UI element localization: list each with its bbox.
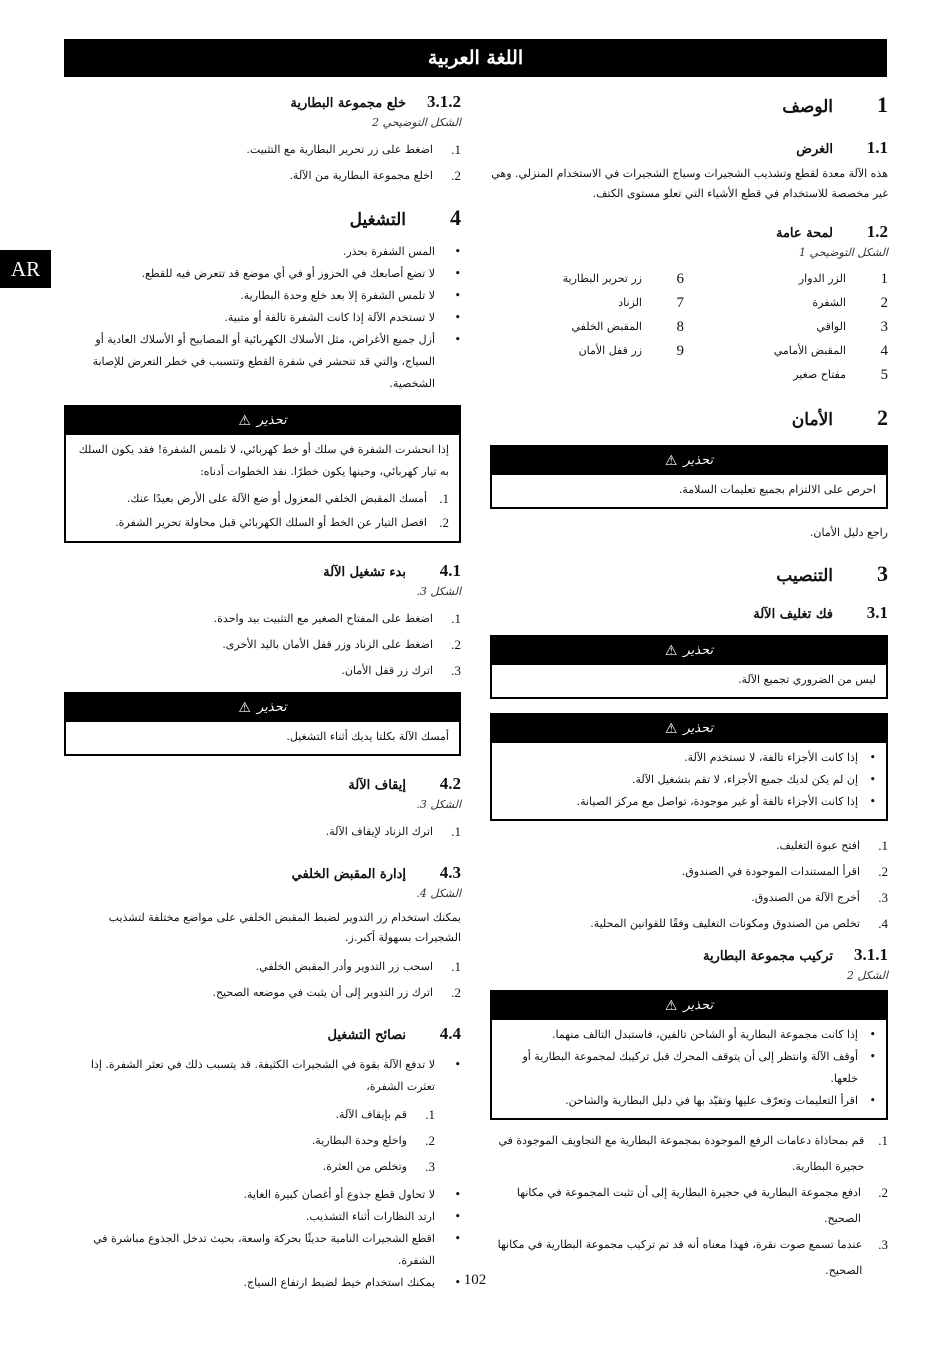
section-number: 4.4 — [439, 1024, 461, 1043]
warning-item: • أوقف الآلة وانتظر إلى أن يتوقف المحرك قبل تركيبك لمجموعة البطارية أو خلعها. — [522, 1050, 876, 1085]
section-title: التنصيب — [776, 566, 833, 586]
step-item: 3. عندما تسمع صوت نقرة، فهذا معناه أنه قد تم تركيب مجموعة البطارية في مكانها الصحيح. — [497, 1237, 888, 1277]
warning-item: • إذا كانت الأجزاء تالفة، لا تستخدم الآلة. — [684, 751, 876, 764]
section-1-1-heading — [490, 138, 888, 158]
section-1-2-heading — [490, 222, 888, 242]
step-item: 3. أخرج الآلة من الصندوق. — [751, 890, 888, 905]
part-item: 7 الزناد — [618, 295, 684, 311]
part-item: 3 الواقي — [816, 319, 888, 335]
language-tab: AR — [0, 250, 51, 288]
section-number: 4.2 — [439, 774, 461, 793]
section-title: فك تغليف الآلة — [753, 607, 833, 622]
warning-text: أمسك الآلة بكلتا يديك أثناء التشغيل. — [286, 730, 449, 743]
warning-title: تحذير — [683, 453, 714, 468]
warning-list — [492, 1020, 886, 1118]
section-number: 1.2 — [866, 222, 888, 241]
warning-title: تحذير — [683, 643, 714, 658]
parts-list — [490, 267, 888, 387]
warning-item: • إذا كانت الأجزاء تالفة أو غير موجودة، تواصل مع مركز الصيانة. — [576, 795, 876, 808]
step-item: 1. افتح عبوة التغليف. — [776, 838, 888, 853]
section-3-1-1-heading — [490, 945, 888, 965]
warning-triangle-icon: ⚠ — [238, 413, 251, 429]
operation-bullets — [64, 241, 461, 395]
bullet-item: • اقطع الشجيرات النامية حديثًا بحركة واسعة، بحيث تدخل الجذوع مباشرة في الشفرة. — [93, 1232, 461, 1267]
part-item: 4 المقبض الأمامي — [773, 343, 888, 359]
section-title: الأمان — [791, 410, 833, 430]
warning-triangle-icon: ⚠ — [664, 643, 678, 659]
warning-header — [492, 637, 886, 665]
step-item: 3. وتخلص من العثرة. — [322, 1159, 435, 1174]
figure-reference: الشكل 3. — [416, 585, 461, 598]
warning-title: تحذير — [683, 721, 714, 736]
tips-list — [64, 1054, 461, 1098]
section-title: لمحة عامة — [775, 226, 833, 241]
section-title: التشغيل — [349, 210, 406, 230]
section-title: خلع مجموعة البطارية — [290, 96, 406, 111]
bullet-item: • أزل جميع الأغراض، مثل الأسلاك الكهربائية أو المصابيح أو الأسلاك العادية أو السياج، والتي قد تنحشر في شفرة القطع وتتسبب في خطر التعرض للإصابة الشخصية. — [92, 333, 461, 390]
section-4-1-heading — [64, 561, 461, 581]
right-column — [490, 92, 888, 1288]
bullet-item: • لا تحاول قطع جذوع أو أغصان كبيرة الغاية. — [243, 1188, 461, 1201]
bullet-item: • المس الشفرة بحذر. — [342, 245, 461, 258]
step-item: 1. قم بمحاذاة دعامات الرفع الموجودة بمجموعة البطارية مع التجاويف الموجودة في حجيرة البطارية. — [498, 1133, 888, 1173]
step-item: 1. قم بإيقاف الآلة. — [335, 1107, 435, 1122]
step-item: 2. واخلع وحدة البطارية. — [311, 1133, 435, 1148]
step-item: 1. اضغط على زر تحرير البطارية مع التثبيت. — [246, 142, 461, 157]
page-number: 102 — [463, 1272, 487, 1288]
warning-text: احرص على الالتزام بجميع تعليمات السلامة. — [678, 483, 876, 496]
step-item: 2. افصل التيار عن الخط أو السلك الكهربائي قبل محاولة تحرير الشفرة. — [115, 515, 449, 530]
part-item: 1 الزر الدوار — [798, 271, 888, 287]
warning-text: إذا انحشرت الشفرة في سلك أو خط كهربائي، لا تلمس الشفرة! فقد يكون السلك به تيار كهربائي، وحينها يكون خطرًا. نفذ الخطوات أدناه: — [78, 443, 449, 478]
step-item: 1. اسحب زر التدوير وأدر المقبض الخلفي. — [255, 959, 461, 974]
safety-reference: راجع دليل الأمان. — [809, 526, 888, 539]
bullet-item: • يمكنك استخدام خيط لضبط ارتفاع السياج. — [243, 1276, 461, 1289]
section-4-2-heading — [64, 774, 461, 794]
warning-item: • إذا كانت مجموعة البطارية أو الشاحن تالفين، فاستبدل التالف منهما. — [551, 1028, 876, 1041]
step-item: 4. تخلص من الصندوق ومكونات التغليف وفقًا للقوانين المحلية. — [590, 916, 888, 931]
part-item: 2 الشفرة — [812, 295, 888, 311]
section-title: إيقاف الآلة — [348, 778, 406, 793]
figure-reference: الشكل 3. — [416, 798, 461, 811]
section-title: نصائح التشغيل — [327, 1028, 406, 1043]
warning-header — [66, 407, 459, 435]
warning-item: • اقرأ التعليمات وتعرّف عليها وتقيّد بها في دليل البطارية والشاحن. — [565, 1094, 876, 1107]
install-steps — [490, 1128, 888, 1284]
part-item: 6 زر تحرير البطارية — [562, 271, 684, 287]
warning-list — [492, 743, 886, 819]
section-number: 4.1 — [439, 561, 461, 580]
section-number: 2 — [877, 405, 888, 430]
step-item: 3. اترك زر قفل الأمان. — [341, 663, 461, 678]
warning-triangle-icon: ⚠ — [664, 453, 678, 469]
section-3-heading — [490, 561, 888, 587]
bullet-item: • لا تلمس الشفرة إلا بعد خلع وحدة البطارية. — [240, 289, 461, 302]
section-4-3-heading — [64, 863, 461, 883]
section-number: 3 — [877, 561, 888, 586]
section-number: 1.1 — [866, 138, 888, 157]
section-2-heading — [490, 405, 888, 431]
language-header: اللغة العربية — [64, 39, 887, 77]
warning-box — [490, 990, 888, 1120]
section-3-1-heading — [490, 603, 888, 623]
left-column — [64, 92, 461, 1298]
section-number: 3.1.2 — [427, 92, 461, 111]
purpose-text: هذه الآلة معدة لقطع وتشذيب الشجيرات وسياج الشجيرات في الاستخدام المنزلي. وهي غير مخصصة للاستخدام في قطع الأشياء التي تعلو مستوى الكتف. — [491, 167, 888, 200]
warning-header — [492, 992, 886, 1020]
stop-steps — [64, 819, 461, 845]
section-title: الغرض — [796, 142, 833, 157]
warning-triangle-icon: ⚠ — [664, 721, 678, 737]
warning-box — [64, 692, 461, 756]
step-item: 2. اضغط على الزناد وزر قفل الأمان باليد الأخرى. — [222, 637, 461, 652]
bullet-item: • لا تضع أصابعك في الحزوز أو في أي موضع قد تتعرض فيه للقطع. — [141, 267, 461, 280]
warning-header — [492, 715, 886, 743]
step-item: 1. أمسك المقبض الخلفي المعزول أو ضع الآلة على الأرض بعيدًا عنك. — [126, 491, 449, 506]
warning-header — [66, 694, 459, 722]
section-4-4-heading — [64, 1024, 461, 1044]
step-item: 1. اترك الزناد لإيقاف الآلة. — [325, 824, 461, 839]
step-item: 2. ادفع مجموعة البطارية في حجيرة البطارية إلى أن تثبت المجموعة في مكانها الصحيح. — [516, 1185, 888, 1225]
figure-reference: الشكل 4. — [416, 887, 461, 900]
warning-item: • إن لم يكن لديك جميع الأجزاء، لا تقم بتشغيل الآلة. — [632, 773, 876, 786]
section-number: 3.1.1 — [854, 945, 888, 964]
warning-box — [64, 405, 461, 543]
tip-substeps — [64, 1102, 435, 1180]
step-item: 1. اضغط على المفتاح الصغير مع التثبيت بيد واحدة. — [213, 611, 461, 626]
section-number: 4.3 — [439, 863, 461, 882]
section-title: إدارة المقبض الخلفي — [291, 867, 406, 882]
step-item: 2. اخلع مجموعة البطارية من الآلة. — [289, 168, 461, 183]
section-number: 3.1 — [866, 603, 888, 622]
section-title: بدء تشغيل الآلة — [323, 565, 406, 580]
start-steps — [64, 606, 461, 684]
section-number: 4 — [450, 205, 461, 230]
section-title: الوصف — [782, 97, 833, 117]
unpack-steps — [490, 833, 888, 937]
warning-title: تحذير — [256, 700, 287, 715]
warning-header — [492, 447, 886, 475]
part-item: 8 المقبض الخلفي — [571, 319, 684, 335]
section-number: 1 — [877, 92, 888, 117]
warning-text: ليس من الضروري تجميع الآلة. — [738, 673, 876, 686]
step-item: 2. اترك زر التدوير إلى أن يثبت في موضعه الصحيح. — [212, 985, 461, 1000]
part-item: 9 زر قفل الأمان — [578, 343, 684, 359]
figure-reference: الشكل 2 — [846, 969, 888, 982]
warning-title: تحذير — [256, 413, 287, 428]
section-4-heading — [64, 205, 461, 231]
part-item: 5 مفتاح صغير — [793, 367, 888, 383]
rotate-steps — [64, 954, 461, 1006]
section-1-heading — [490, 92, 888, 118]
bullet-item: • لا تدفع الآلة بقوة في الشجيرات الكثيفة. قد يتسبب ذلك في تعثر الشفرة. إذا تعثرت الشفرة، — [90, 1058, 461, 1093]
remove-steps — [64, 137, 461, 189]
bullet-item: • ارتد النظارات أثناء التشذيب. — [305, 1210, 461, 1223]
step-item: 2. اقرأ المستندات الموجودة في الصندوق. — [681, 864, 888, 879]
warning-triangle-icon: ⚠ — [238, 700, 251, 716]
warning-box — [490, 635, 888, 699]
warning-title: تحذير — [683, 998, 714, 1013]
warning-triangle-icon: ⚠ — [664, 998, 678, 1014]
warning-box — [490, 713, 888, 821]
warning-box — [490, 445, 888, 509]
rotate-text: يمكنك استخدام زر التدوير لضبط المقبض الخلفي على مواضع مختلفة لتشذيب الشجيرات بسهولة أكبر.ز. — [108, 911, 461, 944]
section-title: تركيب مجموعة البطارية — [702, 949, 833, 964]
figure-reference: الشكل التوضيحي 2 — [372, 116, 461, 129]
section-3-1-2-heading — [64, 92, 461, 112]
figure-reference: الشكل التوضيحي 1 — [799, 246, 888, 259]
warning-content — [66, 435, 459, 541]
bullet-item: • لا تستخدم الآلة إذا كانت الشفرة تالفة أو متبية. — [224, 311, 461, 324]
